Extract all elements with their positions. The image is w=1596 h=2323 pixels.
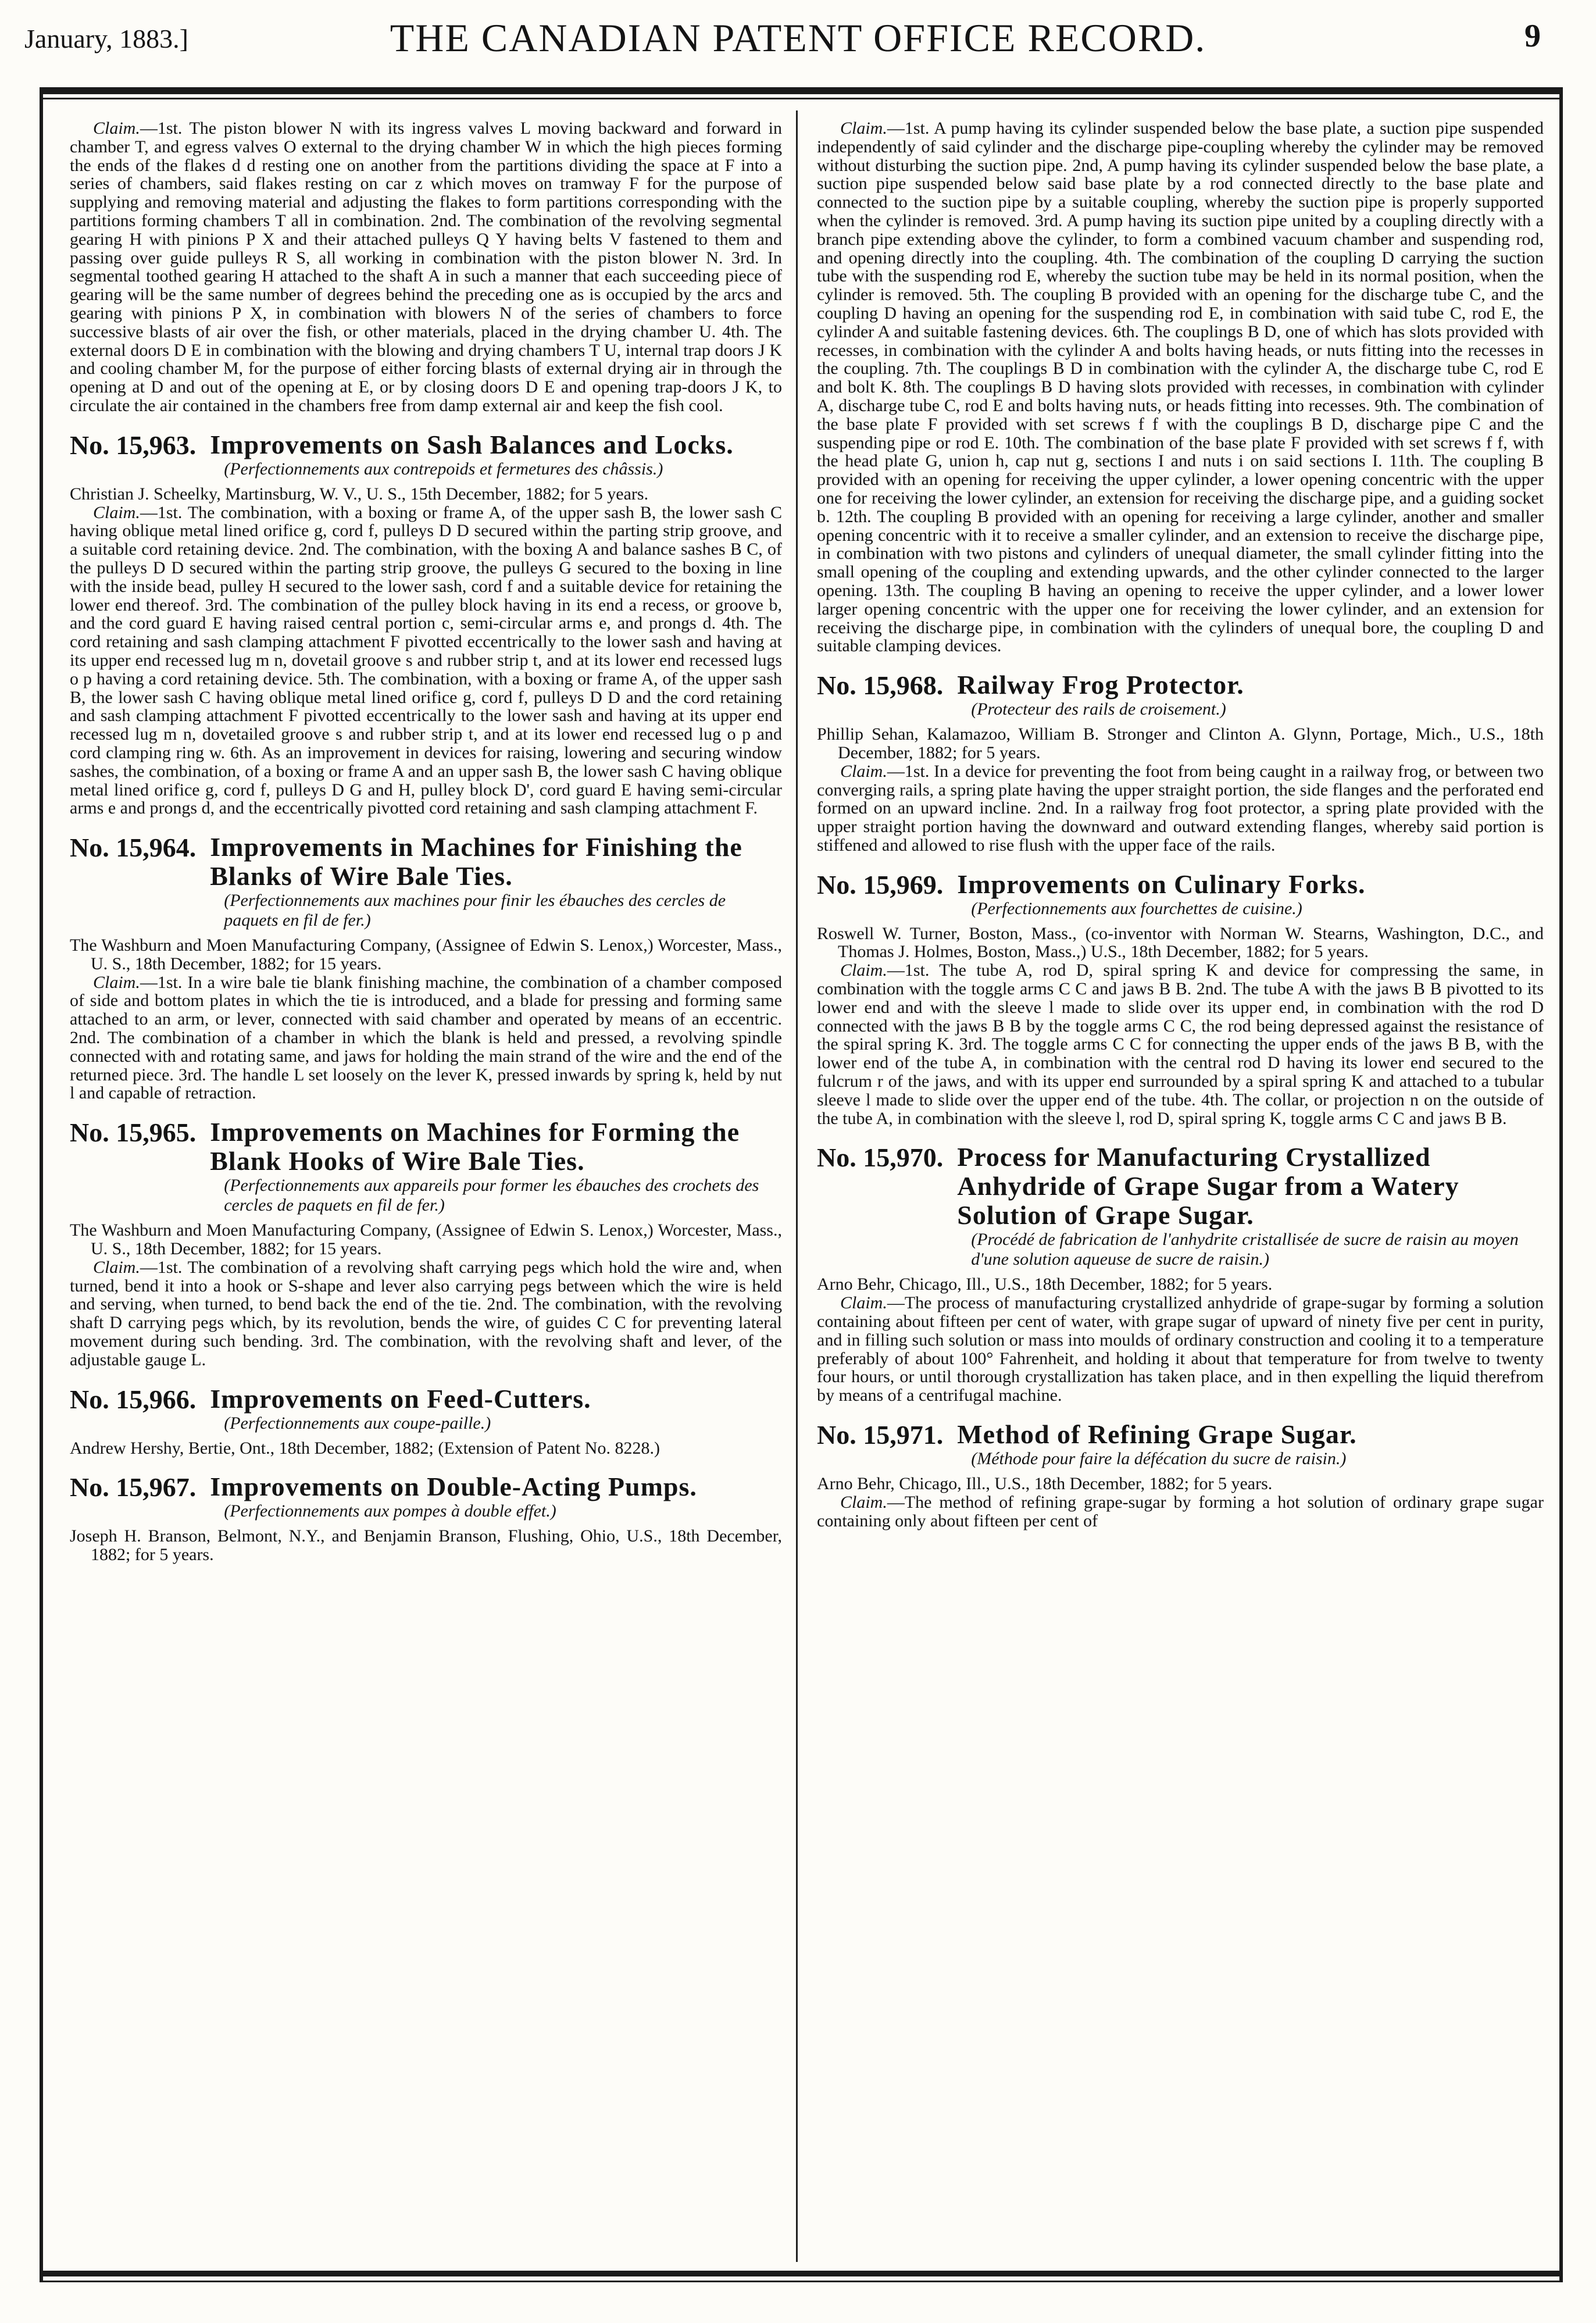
patent-claim: Claim.—1st. The combination, with a boxing or frame A, of the upper sash B, the lower sash C having oblique metal lined orifice g, cord f, pulleys D D secured within the parting strip groove, and a suitable cord retaining device. 2nd. The combination, with the boxing A and balance sashes B C, of the pulleys D D secured within the parting strip groove, the pulleys G secured to the boxing in line with the inside bead, pulley H secured to the lower sash, cord f and a suitable device for retaining the lower end thereof. 3rd. The combination of the pulley block having in its end a recess, or groove b, and the cord guard E having raised central portion c, semi-circular arms e, and prongs d. 4th. The cord retaining and sash clamping attachment F pivotted eccentrically to the lower sash and having at its upper end recessed lug m n, dovetail groove s and rubber strip t, and at its lower end recessed lugs o p having a cord retaining device. 5th. The combination, with a boxing or frame A, of the upper sash B, the lower sash C having oblique metal lined orifice g, cord f, pulleys D D and the cord retaining and sash clamping attachment F pivotted eccentrically to the lower sash and having at its upper end recessed lug m n, dovetailed groove s and rubber strip t, and at its lower end recessed lug o p and cord clamping ring w. 6th. As an improvement in devices for raising, lowering and securing window sashes, the combination, of a boxing or frame A and an upper sash B, the lower sash C having oblique metal lined orifice g, cord f, pulleys D G and H, pulley block D', cord guard E having semi-circular arms e and prongs d, and the eccentrically pivotted cord retaining and sash clamping attachment F. (70, 502, 782, 818)
claim-continuation: Claim.—1st. A pump having its cylinder suspended below the base plate, a suction pipe suspended independently of said cylinder and the discharge pipe-coupling whereby the cylinder may be removed without disturbing the suction pipe. 2nd, A pump having its cylinder suspended below the base plate, a suction pipe suspended below said base plate by a rod connected directly to the base plate and connected to the suction pipe by a suitable coupling, whereby the suction pipe is properly supported when the cylinder is removed. 3rd. A pump having its suction pipe united by a coupling directly with a branch pipe extending above the cylinder, to form a combined vacuum chamber and suspending rod, and opening directly into the coupling. 4th. The combination of the coupling D carrying the suction tube with the suspending rod E, whereby the suction tube may be held in its normal position, when the cylinder is removed. 5th. The coupling B provided with an opening for the discharge tube C, and the coupling D having an opening for the suspending rod E, in combination with said tube C, rod E, the cylinder A and suitable fastening devices. 6th. The couplings B D, one of which has slots provided with recesses, in combination with the cylinder A and bolts having heads, or nuts fitting into the recesses in the coupling. 7th. The couplings B D in combination with the cylinder A, the discharge tube C, rod E and bolt K. 8th. The couplings B D having slots provided with recesses, in combination with cylinder A, discharge tube C, rod E and bolts having nuts, or heads fitting into recesses. 9th. The combination of the base plate F provided with set screws f f with the couplings B D, discharge pipe C and the suspending pipe or rod E. 10th. The combination of the base plate F provided with set screws f f, with the head plate G, union h, cap nut g, sections I and nuts i on said sections I. 11th. The coupling B provided with an opening for receiving the upper cylinder, a lower opening concentric with the upper one for receiving the lower cylinder, an extension for receiving the discharge pipe, and a guiding socket b. 12th. The coupling B provided with an opening for receiving a large cylinder, another and smaller opening concentric with it to receive a smaller cylinder, and an extension to receive the discharge pipe, in combination with two pistons and cylinders of unequal diameter, the small cylinder fitting into the small opening of the coupling and extending upwards, and the other cylinder connected to the larger opening. 13th. The coupling B having an opening to receive the upper cylinder, and a lower lower larger opening concentric with the upper one for receiving the lower cylinder, and an extension for receiving the discharge pipe, in combination with the cylinders of unequal bore, the coupling D and suitable clamping devices. (817, 119, 1544, 656)
patent-number: No. 15,963. (70, 430, 197, 460)
page-header (0, 0, 1596, 76)
patent-grantee: The Washburn and Moen Manufacturing Company, (Assignee of Edwin S. Lenox,) Worcester, Mass., U. S., 18th December, 1882; for 15 years. (70, 1221, 782, 1259)
bottom-rule-thin (40, 2281, 1563, 2282)
patent-claim: Claim.—1st. The combination of a revolving shaft carrying pegs which hold the wire and, when turned, bend it into a hook or S-shape and lever also carrying pegs between which the wire is held and serving, when turned, to bend back the end of the tie. 2nd. The combination, with the revolving shaft D carrying pegs which, by its revolution, bends the wire, of guides C C for preventing lateral movement during such bending. 3rd. The combination, with the revolving shaft and lever, of the adjustable gauge L. (70, 1257, 782, 1369)
patent-title: Railway Frog Protector. (957, 670, 1244, 700)
patent-title: Improvements on Machines for Forming the Blank Hooks of Wire Bale Ties. (210, 1117, 740, 1176)
patent-grantee: Andrew Hershy, Bertie, Ont., 18th December, 1882; (Extension of Patent No. 8228.) (70, 1438, 660, 1458)
page-number: 9 (1524, 18, 1541, 54)
patent-claim: Claim.—1st. In a device for preventing the foot from being caught in a railway frog, or between two converging rails, a spring plate having the upper straight portion, the side flanges and the perforated end formed on an upward incline. 2nd. In a railway frog foot protector, a spring plate provided with the upper straight portion having the downward and outward extending flanges, whereby said portion is stiffened and allowed to rise flush with the upper face of the rails. (817, 761, 1544, 855)
patent-grantee: Christian J. Scheelky, Martinsburg, W. V., U. S., 15th December, 1882; for 5 years. (70, 484, 649, 504)
patent-entry-header (817, 1420, 1544, 1469)
journal-title: THE CANADIAN PATENT OFFICE RECORD. (390, 16, 1206, 60)
right-border (1559, 87, 1563, 2282)
patent-title-french: (Perfectionnements aux machines pour finir les ébauches des cercles de paquets en fil de fer.) (224, 891, 726, 930)
bottom-rule (40, 2271, 1563, 2276)
issue-date: January, 1883.] (24, 24, 188, 53)
patent-title: Improvements on Sash Balances and Locks. (210, 429, 734, 459)
patent-title-french: (Procédé de fabrication de l'anhydrite cristallisée de sucre de raisin au moyen d'une solution aqueuse de sucre de raisin.) (971, 1230, 1519, 1269)
patent-title: Process for Manufacturing Crystallized Anhydride of Grape Sugar from a Watery Solution of Grape Sugar. (957, 1142, 1459, 1230)
patent-title-french: (Perfectionnements aux coupe-paille.) (224, 1413, 491, 1433)
patent-number: No. 15,968. (817, 670, 944, 701)
patent-grantee: Arno Behr, Chicago, Ill., U.S., 18th December, 1882; for 5 years. (817, 1474, 1273, 1494)
patent-title-french: (Protecteur des rails de croisement.) (971, 700, 1226, 719)
patent-grantee: Arno Behr, Chicago, Ill., U.S., 18th December, 1882; for 5 years. (817, 1275, 1273, 1294)
patent-grantee: The Washburn and Moen Manufacturing Company, (Assignee of Edwin S. Lenox,) Worcester, Mass., U. S., 18th December, 1882; for 15 years. (70, 936, 782, 973)
top-rule (40, 87, 1563, 94)
patent-title: Improvements in Machines for Finishing the Blanks of Wire Bale Ties. (210, 832, 742, 891)
patent-number: No. 15,966. (70, 1384, 197, 1414)
patent-entry-header (70, 1384, 782, 1433)
patent-entry-header (817, 870, 1544, 919)
patent-title: Method of Refining Grape Sugar. (957, 1419, 1357, 1450)
patent-claim: Claim.—The method of refining grape-sugar by forming a hot solution of ordinary grape sugar containing only about fifteen per cent of (817, 1492, 1544, 1530)
patent-title-french: (Perfectionnements aux appareils pour former les ébauches des crochets des cercles de paquets en fil de fer.) (224, 1176, 759, 1215)
top-rule-thin (40, 98, 1563, 99)
patent-title-french: (Perfectionnements aux fourchettes de cuisine.) (971, 898, 1302, 918)
patent-number: No. 15,967. (70, 1472, 197, 1503)
right-column (817, 119, 1544, 2265)
patent-title: Improvements on Culinary Forks. (957, 869, 1366, 899)
patent-title: Improvements on Feed-Cutters. (210, 1383, 591, 1414)
patent-number: No. 15,969. (817, 869, 944, 900)
left-column (70, 119, 782, 2265)
patent-claim: Claim.—The process of manufacturing crystallized anhydride of grape-sugar by forming a solution containing about fifteen per cent of water, with grape sugar of upward of ninety five per cent in purity, and in filling such solution or mass into moulds of ordinary construction and cooling it to a temperature preferably of about 100° Fahrenheit, and holding it about that temperature for from twelve to twenty four hours, or until thorough crystallization has taken place, and in then expelling the liquid therefrom by means of a centrifugal machine. (817, 1293, 1544, 1405)
left-border (40, 87, 43, 2282)
patent-entry-header (70, 1118, 782, 1215)
patent-title-french: (Méthode pour faire la défécation du sucre de raisin.) (971, 1449, 1347, 1469)
patent-entry-header (817, 670, 1544, 719)
claim-continuation: Claim.—1st. The piston blower N with its ingress valves L moving backward and forward in chamber T, and egress valves O external to the drying chamber W in which the high pieces forming the ends of the flakes d d resting one on another from the partitions dividing the space at F into a series of chambers, said flakes resting on car z which moves on tramway F for the purpose of supplying and removing material and adjusting the flakes to form partitions corresponding with the partitions forming chambers T all in combination. 2nd. The combination of the revolving segmental gearing H with pinions P X and their attached pulleys Q Y having belts V fastened to them and passing over guide pulleys R S, all working in combination with the piston blower N. 3rd. In segmental toothed gearing H attached to the shaft A in such a manner that each succeeding piece of gearing will be the same number of degrees behind the preceding one as is occupied by the arcs and gearing with pinions P X, in combination with blowers N of the series of chambers to force successive blasts of air over the fish, or other materials, placed in the drying chamber U. 4th. The external doors D E in combination with the blowing and drying chambers T U, internal trap doors J K and cooling chamber M, for the purpose of either forcing blasts of external drying air in through the opening at D and out of the opening at E, or by closing doors D E and opening trap-doors J K, to circulate the air contained in the chambers free from damp external air and keep the fish cool. (70, 119, 782, 415)
patent-grantee: Phillip Sehan, Kalamazoo, William B. Stronger and Clinton A. Glynn, Portage, Mich., U.S., 18th December, 1882; for 5 years. (817, 725, 1544, 762)
patent-number: No. 15,970. (817, 1143, 944, 1173)
patent-grantee: Joseph H. Branson, Belmont, N.Y., and Benjamin Branson, Flushing, Ohio, U.S., 18th December, 1882; for 5 years. (70, 1526, 782, 1565)
patent-entry-header (70, 833, 782, 930)
patent-title-french: (Perfectionnements aux contrepoids et fermetures des châssis.) (224, 459, 663, 479)
patent-number: No. 15,971. (817, 1420, 944, 1450)
patent-claim: Claim.—1st. In a wire bale tie blank finishing machine, the combination of a chamber composed of side and bottom plates in which the tie is introduced, and a blade for pressing and forming same attached to an arm, or lever, connected with said chamber and operated by means of an eccentric. 2nd. The combination of a chamber in which the blank is held and pressed, a revolving spindle connected with and rotating same, and jaws for holding the main strand of the wire and the end of the returned piece. 3rd. The handle L set loosely on the lever K, pressed inwards by spring k, held by nut l and capable of retraction. (70, 972, 782, 1103)
patent-entry-header (70, 1472, 782, 1521)
patent-entry-header (70, 430, 782, 479)
patent-entry-header (817, 1143, 1544, 1269)
patent-number: No. 15,964. (70, 833, 197, 863)
patent-claim: Claim.—1st. The tube A, rod D, spiral spring K and device for compressing the same, in combination with the toggle arms C C and jaws B B. 2nd. The tube A with the jaws B B pivotted to its lower end and with the sleeve l made to slide over its upper end, in combination with the rod D connected with the jaws B B by the toggle arms C C, the rod being depressed against the resistance of the spiral spring K. 3rd. The toggle arms C C for connecting the upper ends of the jaws B B, with the lower end of the tube A, in combination with the central rod D having its lower end secured to the fulcrum r of the jaws, and with its upper end surrounded by a spiral spring K and attached to a tubular sleeve l made to slide over the upper end of the tube. 4th. The collar, or projection n on the outside of the tube A, in combination with the sleeve l, rod D, spiral spring K, toggle arms C C and jaws B B. (817, 961, 1544, 1128)
patent-title-french: (Perfectionnements aux pompes à double effet.) (224, 1501, 556, 1521)
patent-grantee: Roswell W. Turner, Boston, Mass., (co-inventor with Norman W. Stearns, Washington, D.C., and Thomas J. Holmes, Boston, Mass.,) U.S., 18th December, 1882; for 5 years. (817, 923, 1544, 962)
patent-number: No. 15,965. (70, 1118, 197, 1148)
column-divider (796, 110, 798, 2262)
patent-title: Improvements on Double-Acting Pumps. (210, 1472, 697, 1502)
